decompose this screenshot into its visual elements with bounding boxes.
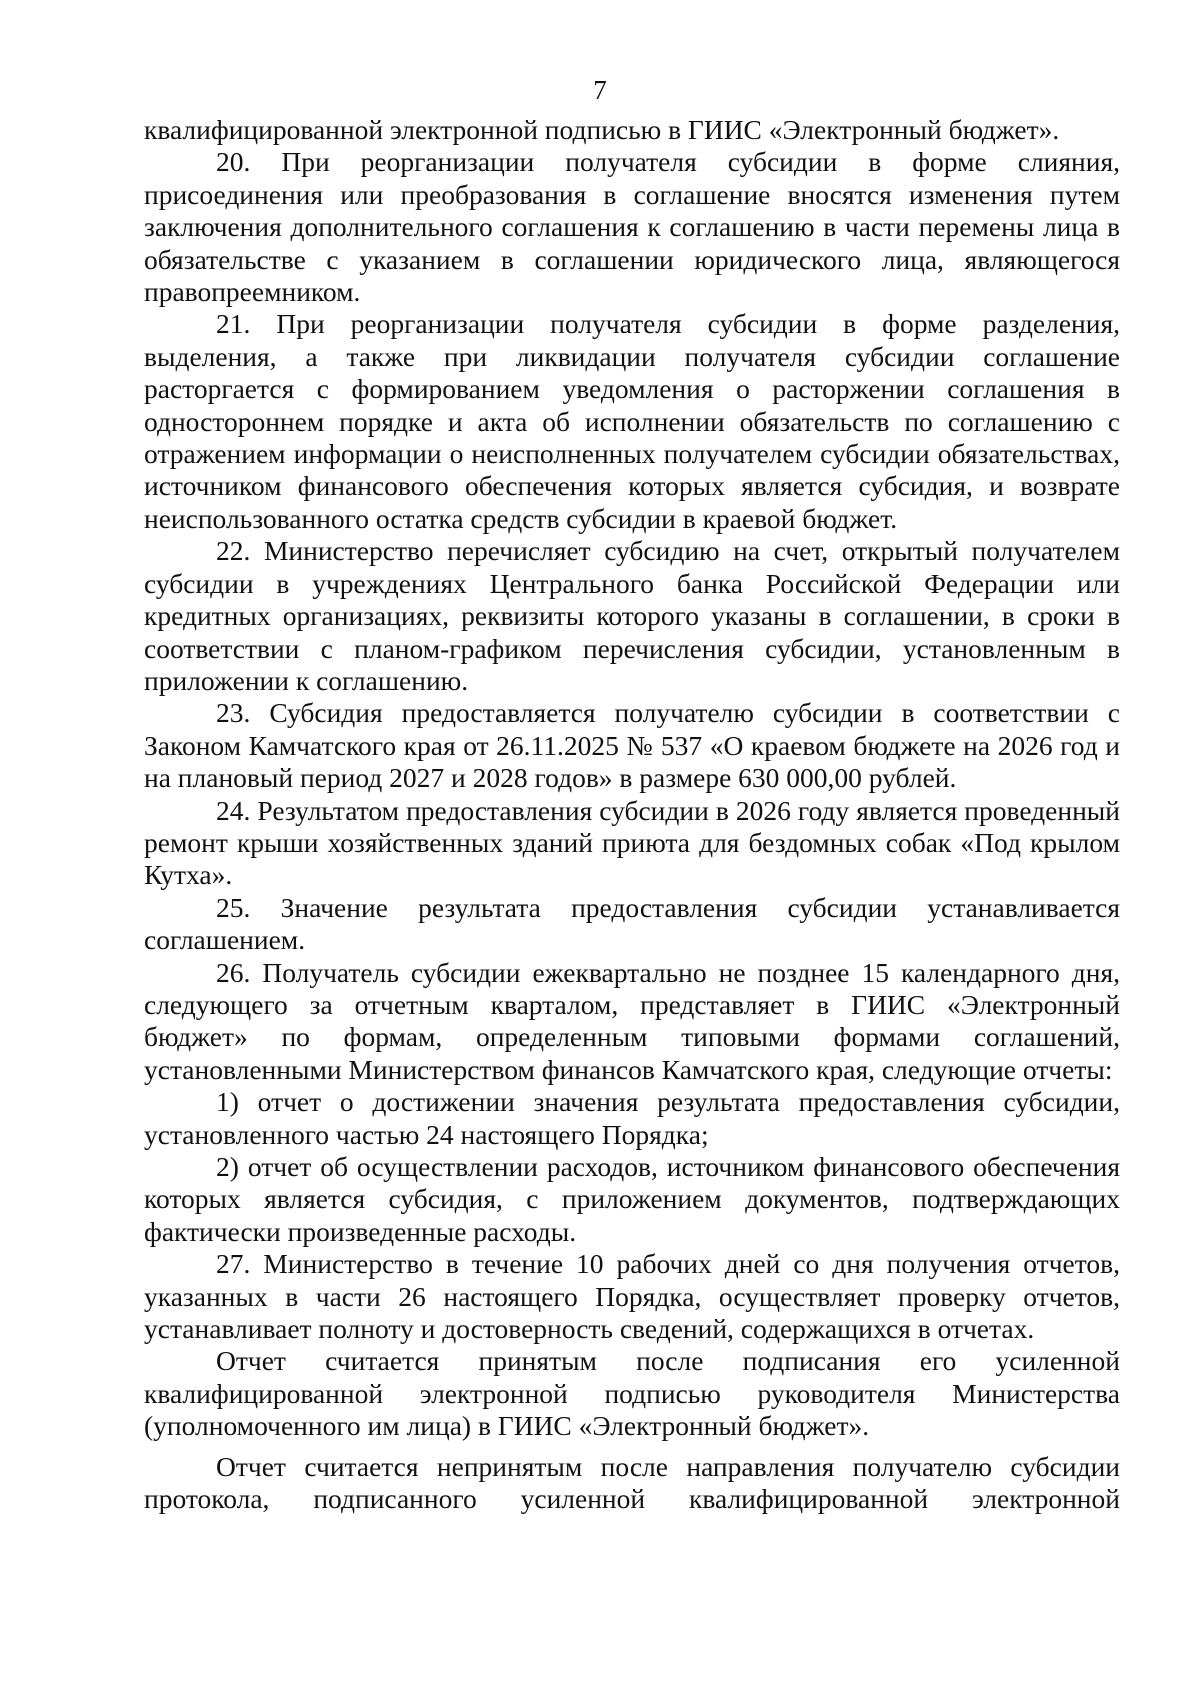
paragraph-21: 21. При реорганизации получателя субсидии в форме разделения, выделения, а также при ликвидации получателя субсидии соглашение расторгается с формированием уведомления о расторжении соглашения в одностороннем порядке и акта об исполнении обязательств по соглашению с отражением информации о неисполненных получателем субсидии обязательствах, источником финансового обеспечения которых является субсидия, и возврате неиспользованного остатка средств субсидии в краевой бюджет. [144,308,1120,534]
paragraph-27-report-accepted: Отчет считается принятым после подписания его усиленной квалифицированной электронной подписью руководителя Министерства (уполномоченного им лица) в ГИИС «Электронный бюджет». [144,1345,1120,1442]
paragraph-26: 26. Получатель субсидии ежеквартально не позднее 15 календарного дня, следующего за отчетным кварталом, представляет в ГИИС «Электронный бюджет» по формам, определенным типовыми формами соглашений, установленными Министерством финансов Камчатского края, следующие отчеты: [144,956,1120,1085]
paragraph-26-item-1: 1) отчет о достижении значения результата предоставления субсидии, установленного частью 24 настоящего Порядка; [144,1086,1120,1150]
paragraph-22: 22. Министерство перечисляет субсидию на счет, открытый получателем субсидии в учреждениях Центрального банка Российской Федерации или кредитных организациях, реквизиты которого указаны в соглашении, в сроки в соответствии с планом-графиком перечисления субсидии, установленным в приложении к соглашению. [144,535,1120,696]
paragraph-27: 27. Министерство в течение 10 рабочих дней со дня получения отчетов, указанных в части 26 настоящего Порядка, осуществляет проверку отчетов, устанавливает полноту и достоверность сведений, содержащихся в отчетах. [144,1248,1120,1345]
paragraph-26-item-2: 2) отчет об осуществлении расходов, источником финансового обеспечения которых является субсидия, с приложением документов, подтверждающих фактически произведенные расходы. [144,1151,1120,1247]
paragraph-continuation: квалифицированной электронной подписью в ГИИС «Электронный бюджет». [144,114,1060,145]
paragraph-20: 20. При реорганизации получателя субсидии в форме слияния, присоединения или преобразования в соглашение вносятся изменения путем заключения дополнительного соглашения к соглашению в части перемены лица в обязательстве с указанием в соглашении юридического лица, являющегося правопреемником. [144,146,1120,308]
paragraph-25: 25. Значение результата предоставления субсидии устанавливается соглашением. [144,891,1120,956]
page-number: 7 [593,75,607,105]
paragraph-27-report-rejected: Отчет считается непринятым после направления получателю субсидии протокола, подписанного усиленной квалифицированной электронной [144,1450,1120,1515]
document-body [144,114,1120,1515]
paragraph-23: 23. Субсидия предоставляется получателю субсидии в соответствии с Законом Камчатского края от 26.11.2025 № 537 «О краевом бюджете на 2026 год и на плановый период 2027 и 2028 годов» в размере 630 000,00 рублей. [144,697,1120,794]
paragraph-24: 24. Результатом предоставления субсидии в 2026 году является проведенный ремонт крыши хозяйственных зданий приюта для бездомных собак «Под крылом Кутха». [144,794,1120,891]
